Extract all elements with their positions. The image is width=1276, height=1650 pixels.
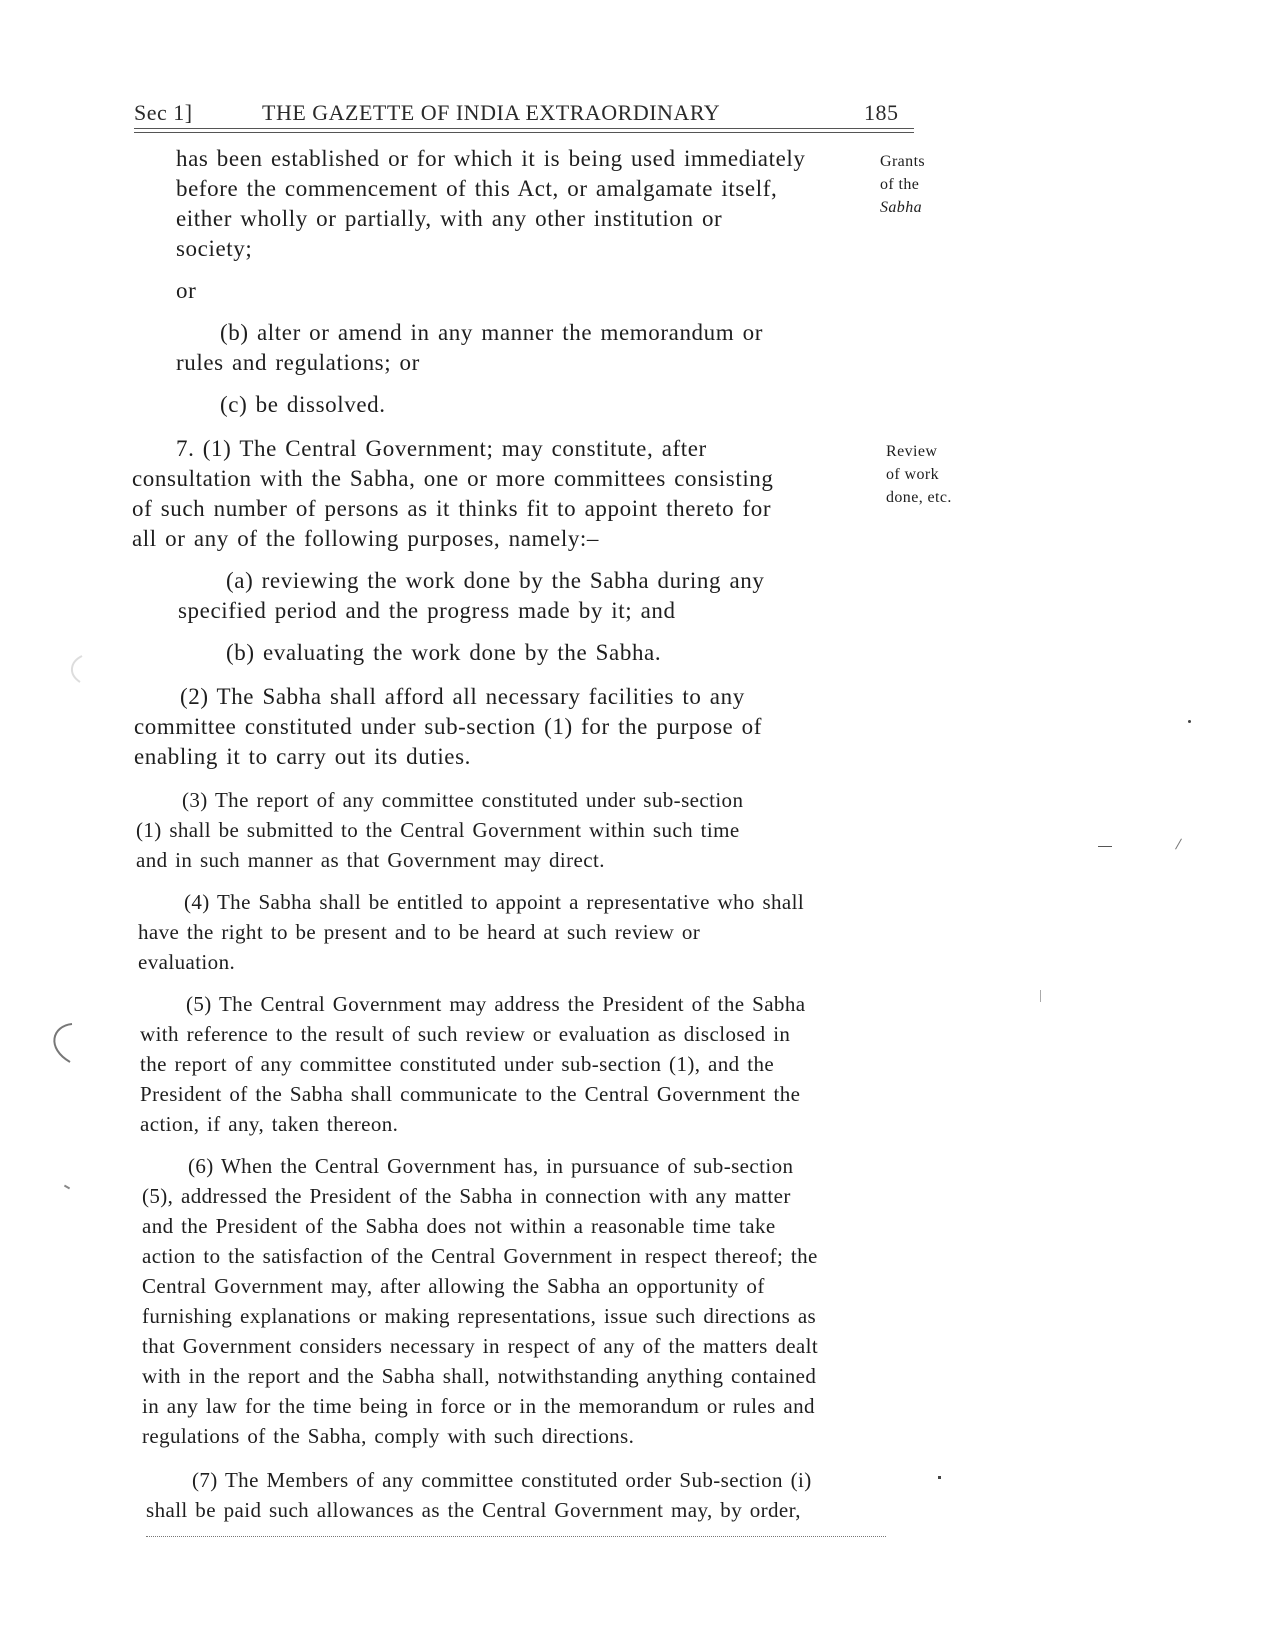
text-line: (5) The Central Government may address the President of the Sabha [186,992,806,1016]
text-line: with in the report and the Sabha shall, notwithstanding anything contained [142,1364,817,1388]
scan-speck [938,1476,941,1479]
text-line: (1) shall be submitted to the Central Government within such time [136,818,740,842]
text-line: committee constituted under sub-section (1) for the purpose of [134,714,763,739]
text-line: society; [176,236,253,261]
text-line: with reference to the result of such review or evaluation as disclosed in [140,1022,791,1046]
margin-note-grants [880,150,990,219]
text-line: (6) When the Central Government has, in pursuance of sub-section [188,1154,794,1178]
text-line: that Government considers necessary in respect of any of the matters dealt [142,1334,819,1358]
text-line: the report of any committee constituted under sub-section (1), and the [140,1052,775,1076]
text-line: has been established or for which it is being used immediately [176,146,806,171]
text-line: shall be paid such allowances as the Central Government may, by order, [146,1498,801,1522]
page-number: 185 [864,100,899,125]
text-line: (b) alter or amend in any manner the memorandum or [220,320,763,345]
scan-speck [1040,990,1041,1002]
text-line: specified period and the progress made by it; and [178,598,676,623]
text-line: (5), addressed the President of the Sabha in connection with any matter [142,1184,791,1208]
scan-mark [60,650,90,690]
header-rule [134,128,914,129]
header-section: Sec 1] [134,100,193,125]
binder-hole-mark [40,1018,80,1068]
scan-speck [1188,720,1191,723]
text-line: consultation with the Sabha, one or more committees consisting [132,466,774,491]
text-line: and the President of the Sabha does not within a reasonable time take [142,1214,776,1238]
margin-note-line: Review [886,443,938,460]
margin-note-line: Sabha [880,199,922,216]
text-line: furnishing explanations or making representations, issue such directions as [142,1304,817,1328]
scan-speck [64,1185,70,1190]
text-line: (4) The Sabha shall be entitled to appoint a representative who shall [184,890,805,914]
text-line: have the right to be present and to be heard at such review or [138,920,701,944]
header-title: THE GAZETTE OF INDIA EXTRAORDINARY [262,100,721,125]
text-line: (c) be dissolved. [220,392,386,417]
text-line: and in such manner as that Government may direct. [136,848,605,872]
text-line: rules and regulations; or [176,350,420,375]
text-line: (2) The Sabha shall afford all necessary facilities to any [180,684,745,709]
text-line: before the commencement of this Act, or amalgamate itself, [176,176,778,201]
text-line: Central Government may, after allowing the Sabha an opportunity of [142,1274,765,1298]
text-line: (7) The Members of any committee constituted order Sub-section (i) [192,1468,812,1492]
text-line: all or any of the following purposes, namely:– [132,526,600,551]
margin-note-review [886,440,996,509]
text-line: or [176,278,197,303]
scan-speck [1175,839,1182,850]
text-line: (b) evaluating the work done by the Sabha. [226,640,662,665]
text-line: either wholly or partially, with any other institution or [176,206,723,231]
text-line: of such number of persons as it thinks fit to appoint thereto for [132,496,772,521]
margin-note-line: Grants [880,153,926,170]
text-line: (3) The report of any committee constituted under sub-section [182,788,744,812]
page-header [134,100,904,130]
header-rule-lower [134,132,914,133]
text-line: 7. (1) The Central Government; may constitute, after [176,436,707,461]
text-line: action to the satisfaction of the Central Government in respect thereof; the [142,1244,818,1268]
text-line: in any law for the time being in force or in the memorandum or rules and [142,1394,815,1418]
text-line: President of the Sabha shall communicate to the Central Government the [140,1082,801,1106]
scan-speck [1098,846,1112,847]
cut-off-line [146,1536,886,1543]
margin-note-line: done, etc. [886,489,952,506]
text-line: regulations of the Sabha, comply with such directions. [142,1424,635,1448]
text-line: evaluation. [138,950,236,974]
text-line: enabling it to carry out its duties. [134,744,472,769]
margin-note-line: of work [886,466,940,483]
margin-note-line: of the [880,176,920,193]
text-line: (a) reviewing the work done by the Sabha during any [226,568,765,593]
text-line: action, if any, taken thereon. [140,1112,399,1136]
